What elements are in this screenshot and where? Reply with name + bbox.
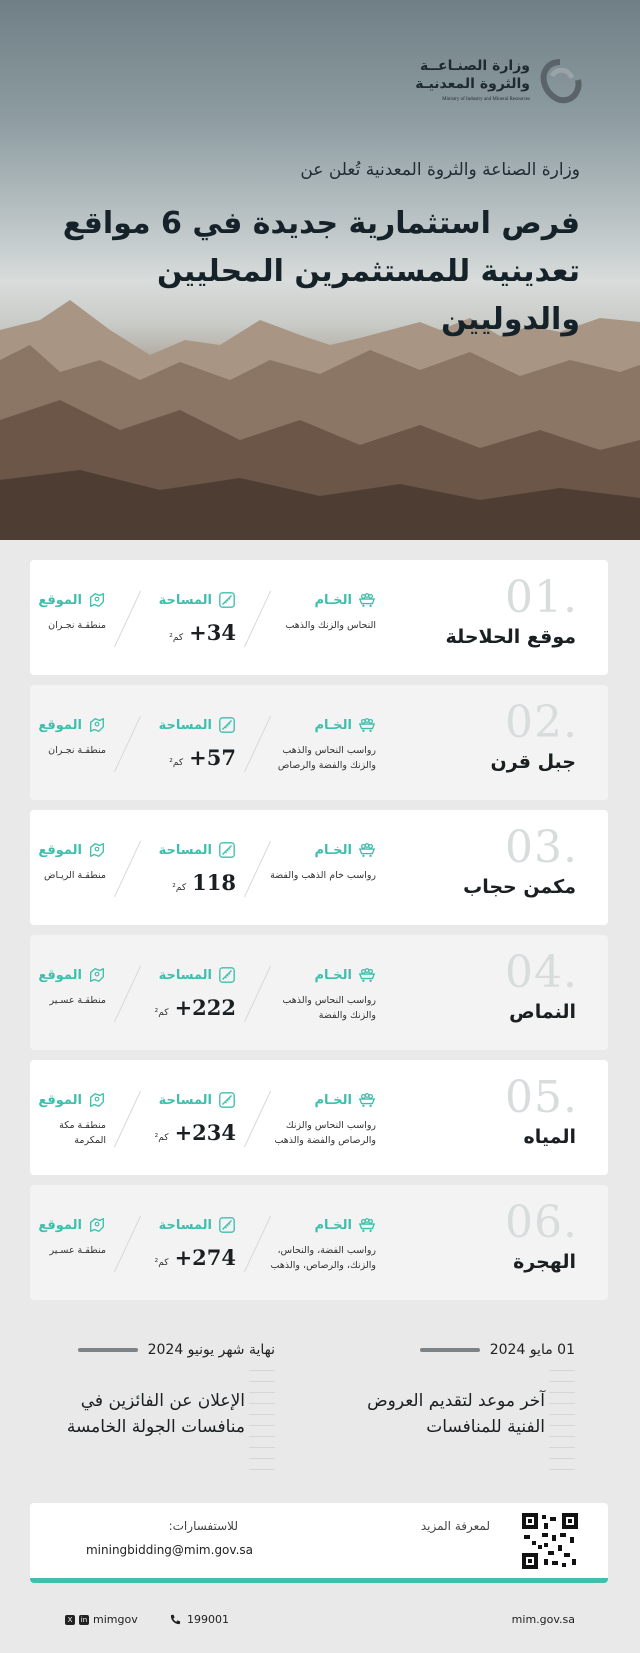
map-region-icon bbox=[88, 1216, 106, 1234]
timeline-bar bbox=[78, 1348, 138, 1352]
ore-value: رواسب النحاس والذهب والزنك والفضة والرصاص bbox=[277, 745, 376, 771]
site-name: الهجرة bbox=[513, 1251, 576, 1273]
hero-banner bbox=[0, 0, 640, 540]
area-unit: كم² bbox=[172, 883, 187, 893]
location-value: منطقـة عسـير bbox=[49, 995, 106, 1006]
area-label: المساحة bbox=[158, 967, 212, 983]
ore-label: الخـام bbox=[314, 592, 352, 608]
ministry-logo-icon bbox=[538, 58, 582, 106]
area-value: +57 bbox=[189, 745, 236, 770]
timeline-text: الإعلان عن الفائزين في منافسات الجولة الخامسة bbox=[66, 1391, 245, 1437]
ore-column bbox=[256, 965, 376, 1023]
ore-label: الخـام bbox=[314, 717, 352, 733]
mine-cart-icon bbox=[358, 966, 376, 984]
area-value: +274 bbox=[174, 1245, 236, 1270]
area-unit: كم² bbox=[169, 758, 184, 768]
logo-arabic-line1: وزارة الصنـاعــة bbox=[420, 58, 530, 74]
mine-cart-icon bbox=[358, 841, 376, 859]
site-name: جبل قرن bbox=[490, 751, 576, 773]
contact-box bbox=[30, 1503, 608, 1583]
location-column bbox=[30, 965, 106, 1008]
site-name: مكمن حجاب bbox=[463, 876, 576, 898]
site-number: 06. bbox=[505, 1197, 578, 1248]
location-column bbox=[30, 1215, 106, 1258]
map-region-icon bbox=[88, 966, 106, 984]
site-number: 03. bbox=[505, 822, 578, 873]
location-column bbox=[30, 590, 106, 633]
location-label: الموقع bbox=[38, 717, 82, 733]
location-value: منطقـة مكة المكرمة bbox=[59, 1120, 106, 1146]
ore-label: الخـام bbox=[314, 1092, 352, 1108]
phone-icon bbox=[170, 1614, 181, 1625]
location-value: منطقـة الريـاض bbox=[43, 870, 106, 881]
map-region-icon bbox=[88, 591, 106, 609]
mine-cart-icon bbox=[358, 1091, 376, 1109]
site-number: 05. bbox=[505, 1072, 578, 1123]
map-region-icon bbox=[88, 716, 106, 734]
ore-label: الخـام bbox=[314, 842, 352, 858]
page-title: فرص استثمارية جديدة في 6 مواقع تعدينية للمستثمرين المحليين والدوليين bbox=[62, 206, 580, 337]
ore-value: النحاس والزنك والذهب bbox=[285, 620, 376, 631]
site-number: 01. bbox=[505, 572, 578, 623]
location-label: الموقع bbox=[38, 842, 82, 858]
ruler-icon bbox=[218, 591, 236, 609]
timeline-text: آخر موعد لتقديم العروض الفنية للمنافسات bbox=[367, 1391, 545, 1437]
area-label: المساحة bbox=[158, 592, 212, 608]
area-label: المساحة bbox=[158, 1092, 212, 1108]
location-label: الموقع bbox=[38, 592, 82, 608]
area-label: المساحة bbox=[158, 842, 212, 858]
area-column bbox=[126, 715, 236, 770]
ruler-icon bbox=[218, 966, 236, 984]
area-unit: كم² bbox=[154, 1258, 169, 1268]
learn-more-label: لمعرفة المزيد bbox=[420, 1519, 490, 1533]
area-unit: كم² bbox=[169, 633, 184, 643]
site-card bbox=[30, 685, 608, 800]
ruler-icon bbox=[218, 716, 236, 734]
location-label: الموقع bbox=[38, 1092, 82, 1108]
mine-cart-icon bbox=[358, 716, 376, 734]
phone-contact[interactable] bbox=[170, 1613, 229, 1626]
location-column bbox=[30, 1090, 106, 1148]
site-name: المياه bbox=[523, 1126, 576, 1148]
ruler-icon bbox=[218, 1091, 236, 1109]
x-icon[interactable]: X bbox=[65, 1615, 75, 1625]
logo-arabic-line2: والثروة المعدنيـة bbox=[415, 76, 530, 92]
ore-value: رواسب النحاس والذهب والزنك والفضة bbox=[282, 995, 376, 1021]
site-card bbox=[30, 1060, 608, 1175]
location-value: منطقـة عسـير bbox=[49, 1245, 106, 1256]
location-column bbox=[30, 840, 106, 883]
ore-column bbox=[256, 1090, 376, 1148]
ruler-icon bbox=[218, 841, 236, 859]
timeline-lines bbox=[549, 1370, 575, 1480]
timeline-date: نهاية شهر يونيو 2024 bbox=[147, 1342, 275, 1358]
timeline-date: 01 مايو 2024 bbox=[489, 1342, 575, 1358]
area-label: المساحة bbox=[158, 717, 212, 733]
area-column bbox=[126, 840, 236, 895]
area-value: +222 bbox=[174, 995, 236, 1020]
site-number: 04. bbox=[505, 947, 578, 998]
area-label: المساحة bbox=[158, 1217, 212, 1233]
ore-value: رواسب خام الذهب والفضة bbox=[270, 870, 376, 881]
website-link[interactable]: mim.gov.sa bbox=[511, 1613, 575, 1626]
site-card bbox=[30, 1185, 608, 1300]
social-handle[interactable] bbox=[65, 1613, 138, 1626]
ore-column bbox=[256, 590, 376, 633]
sites-list bbox=[30, 560, 608, 1310]
ore-label: الخـام bbox=[314, 1217, 352, 1233]
map-region-icon bbox=[88, 841, 106, 859]
ore-column bbox=[256, 840, 376, 883]
location-label: الموقع bbox=[38, 967, 82, 983]
site-number: 02. bbox=[505, 697, 578, 748]
area-unit: كم² bbox=[154, 1008, 169, 1018]
footer bbox=[0, 1613, 640, 1633]
site-card bbox=[30, 560, 608, 675]
area-unit: كم² bbox=[154, 1133, 169, 1143]
location-column bbox=[30, 715, 106, 758]
logo-english: Ministry of Industry and Mineral Resources bbox=[442, 97, 530, 102]
location-label: الموقع bbox=[38, 1217, 82, 1233]
social-handle-text: mimgov bbox=[93, 1613, 138, 1626]
mine-cart-icon bbox=[358, 1216, 376, 1234]
location-value: منطقـة نجـران bbox=[48, 620, 106, 631]
ore-column bbox=[256, 1215, 376, 1273]
mine-cart-icon bbox=[358, 591, 376, 609]
qr-code-icon[interactable] bbox=[522, 1513, 578, 1569]
area-column bbox=[126, 1215, 236, 1270]
map-region-icon bbox=[88, 1091, 106, 1109]
area-column bbox=[126, 965, 236, 1020]
site-name: موقع الحلاحلة bbox=[445, 626, 576, 648]
ore-column bbox=[256, 715, 376, 773]
area-value: +234 bbox=[174, 1120, 236, 1145]
area-value: 118 bbox=[192, 870, 236, 895]
area-value: +34 bbox=[189, 620, 236, 645]
ore-value: رواسب النحاس والزنك والرصاص والفضة والذهب bbox=[274, 1120, 376, 1146]
site-card bbox=[30, 935, 608, 1050]
inquiries-email-link[interactable]: miningbidding@mim.gov.sa bbox=[85, 1543, 253, 1557]
ore-value: رواسب الفضة، والنحاس، والزنك، والرصاص، والذهب bbox=[270, 1245, 376, 1271]
site-card bbox=[30, 810, 608, 925]
inquiries-label: للاستفسارات: bbox=[168, 1519, 238, 1533]
site-name: النماص bbox=[509, 1001, 576, 1023]
timeline-bar bbox=[420, 1348, 480, 1352]
accent-bar bbox=[30, 1578, 608, 1583]
timeline-item-announcement bbox=[45, 1340, 275, 1440]
timeline-lines bbox=[249, 1370, 275, 1480]
area-column bbox=[126, 1090, 236, 1145]
timeline-item-submission bbox=[345, 1340, 575, 1440]
ministry-logo bbox=[412, 52, 582, 112]
ore-label: الخـام bbox=[314, 967, 352, 983]
location-value: منطقـة نجـران bbox=[48, 745, 106, 756]
phone-number: 199001 bbox=[187, 1613, 229, 1626]
linkedin-icon[interactable]: in bbox=[80, 1615, 88, 1624]
hero-kicker: وزارة الصناعة والثروة المعدنية تُعلن عن bbox=[300, 160, 580, 180]
area-column bbox=[126, 590, 236, 645]
ruler-icon bbox=[218, 1216, 236, 1234]
